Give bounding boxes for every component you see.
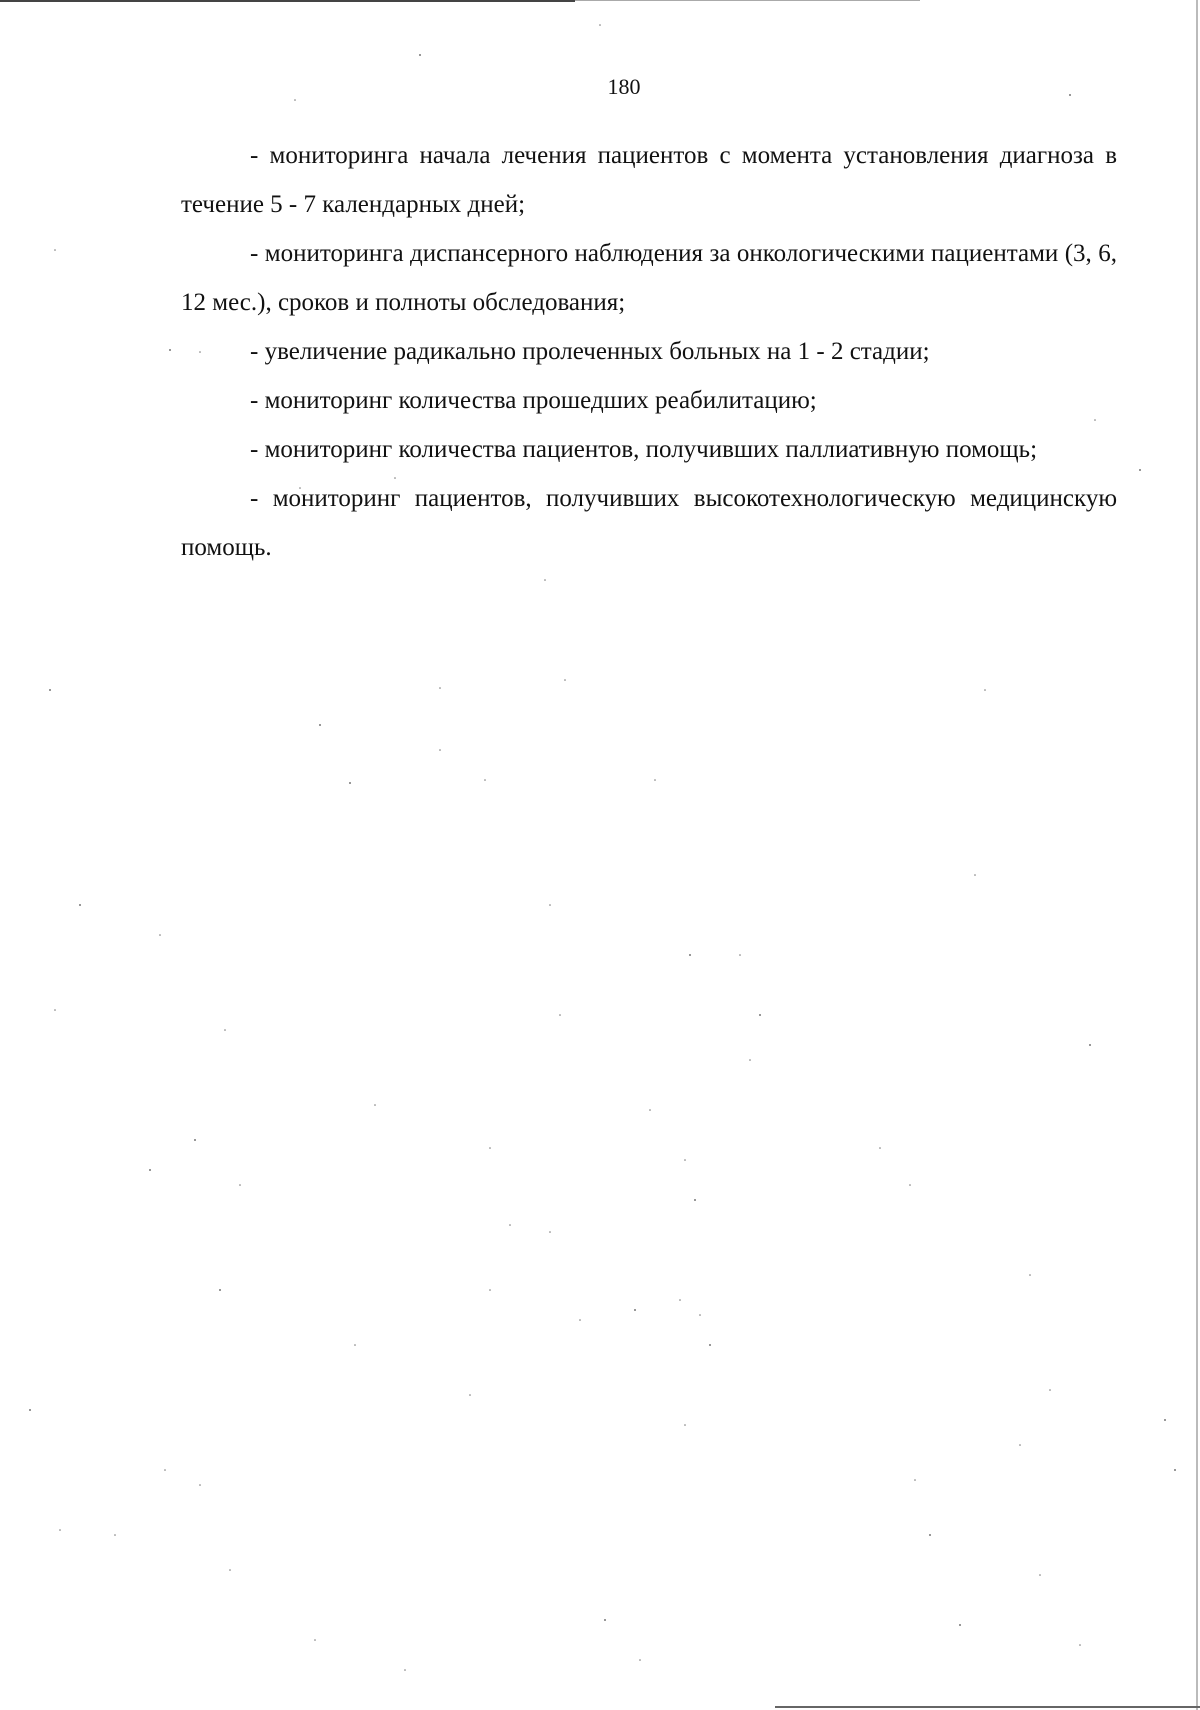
page-number: 180 (607, 74, 641, 99)
body-text (181, 131, 1117, 572)
list-item: - увеличение радикально пролеченных больных на 1 - 2 стадии; (250, 338, 930, 365)
list-item: - мониторинга начала лечения пациентов с момента установления диагноза в течение 5 - 7 календарных дней; (181, 142, 1117, 218)
list-item: - мониторинга диспансерного наблюдения за онкологическими пациентами (3, 6, 12 мес.), сроков и полноты обследования; (181, 240, 1117, 316)
list-item: - мониторинг количества пациентов, получивших паллиативную помощь; (250, 436, 1038, 463)
list-item: - мониторинг количества прошедших реабилитацию; (250, 387, 817, 414)
list-item: - мониторинг пациентов, получивших высокотехнологическую медицинскую помощь. (181, 485, 1117, 561)
